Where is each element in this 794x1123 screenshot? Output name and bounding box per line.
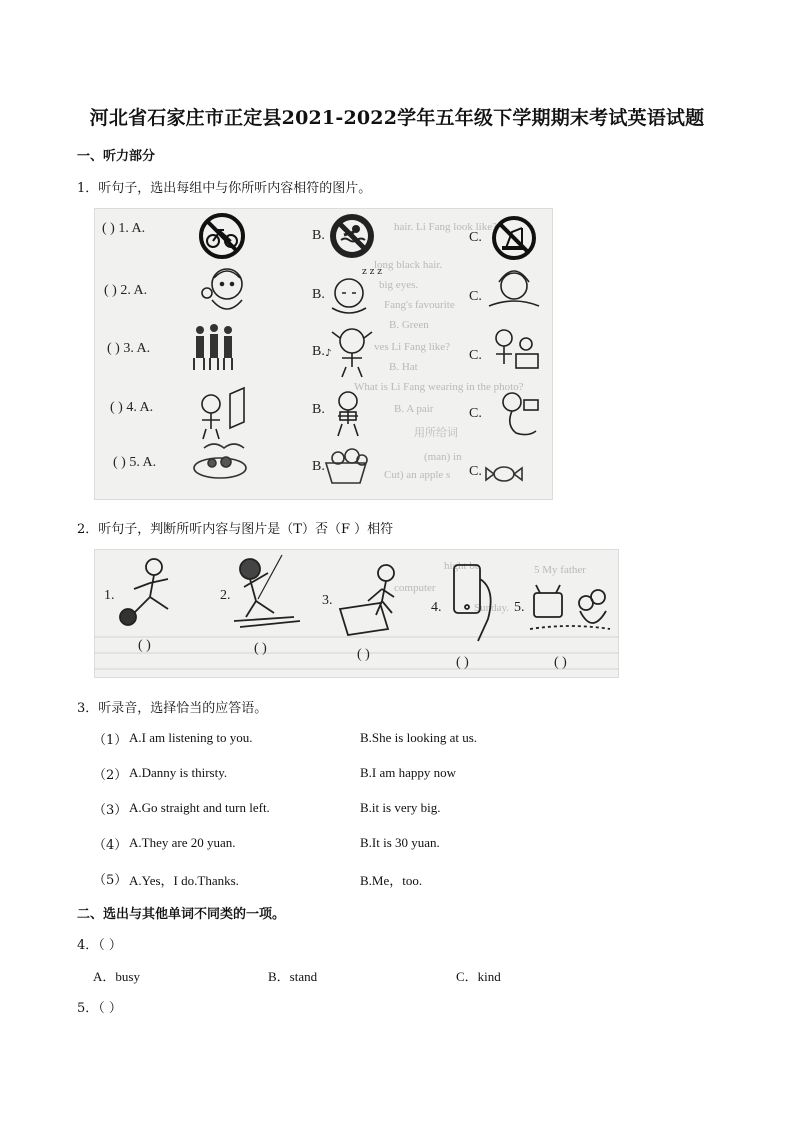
family-shopping-icon <box>496 330 538 368</box>
q1-row-4-b: B. <box>312 402 325 417</box>
q1-row-3-label: ( ) 3. A. <box>107 341 151 356</box>
boy-taking-photo-icon <box>503 393 538 435</box>
q1-row-2-c: C. <box>469 289 482 304</box>
q3-option-1-num: （1） <box>93 733 128 748</box>
section-heading-listening: 一、听力部分 <box>77 149 156 164</box>
svg-text:ves Li Fang like?: ves Li Fang like? <box>374 341 451 353</box>
svg-text:B. Green: B. Green <box>389 319 429 331</box>
q3-option-1-a: A.I am listening to you. <box>129 730 253 745</box>
q3-option-4-num: （4） <box>93 838 128 853</box>
girl-reading-icon <box>338 392 358 436</box>
girl-skiing-icon <box>234 555 300 627</box>
q2-item-2-num: 2. <box>220 588 231 603</box>
q3-option-3-num: （3） <box>93 803 128 818</box>
q2-item-5-paren: ( ) <box>554 655 567 670</box>
q3-option-2-b: B.I am happy now <box>360 765 457 780</box>
svg-text:Sunday.: Sunday. <box>474 602 510 614</box>
q3-option-1-b: B.She is looking at us. <box>360 730 478 745</box>
sleeping-baby-icon <box>332 267 382 313</box>
svg-text:Cut) an apple s: Cut) an apple s <box>384 469 451 481</box>
q1-row-1-label: ( ) 1. A. <box>102 221 146 236</box>
q3-option-2-a: A.Danny is thirsty. <box>129 765 228 780</box>
girls-dancing-icon <box>194 324 232 370</box>
boy-drawing-icon <box>202 388 244 439</box>
q4-option-a: A．busy <box>93 969 140 984</box>
q2-item-1-paren: ( ) <box>138 638 151 653</box>
q3-option-5-a: A.Yes，I do.Thanks. <box>129 873 239 888</box>
svg-text:What is Li Fang wearing in the: What is Li Fang wearing in the photo? <box>354 381 524 393</box>
question-5-label: 5．（ ） <box>77 1001 122 1016</box>
q1-row-4-label: ( ) 4. A. <box>110 400 154 415</box>
svg-text:long black hair.: long black hair. <box>374 259 443 271</box>
question-1-prompt: 1．听句子，选出每组中与你所听内容相符的图片。 <box>77 181 372 196</box>
svg-text:hair. Li Fang look like?: hair. Li Fang look like? <box>394 221 497 233</box>
q2-item-3-paren: ( ) <box>357 647 370 662</box>
q4-option-b: B．stand <box>268 969 318 984</box>
q1-row-5-b: B. <box>312 459 325 474</box>
question-3-prompt: 3．听录音，选择恰当的应答语。 <box>77 701 268 716</box>
q1-row-2-label: ( ) 2. A. <box>104 283 148 298</box>
q3-option-4-a: A.They are 20 yuan. <box>129 835 236 850</box>
food-plate-icon <box>194 444 246 478</box>
no-bicycle-icon <box>201 215 243 257</box>
svg-text:Fang's favourite: Fang's favourite <box>384 299 455 311</box>
question-2-prompt: 2．听句子，判断所听内容与图片是（T）否（F ）相符 <box>77 522 394 537</box>
candy-icon <box>486 467 522 481</box>
svg-text:z z z: z z z <box>362 267 382 277</box>
q3-option-2-num: （2） <box>93 768 128 783</box>
q3-option-4-b: B.It is 30 yuan. <box>360 835 440 850</box>
q1-row-5-label: ( ) 5. A. <box>113 455 157 470</box>
no-swimming-icon <box>330 214 374 258</box>
q1-row-4-c: C. <box>469 406 482 421</box>
q1-row-1-b: B. <box>312 228 325 243</box>
baby-with-toy-icon <box>202 269 242 309</box>
svg-text:B. A pair: B. A pair <box>394 403 434 415</box>
q2-item-4-paren: ( ) <box>456 655 469 670</box>
girl-drawing-icon <box>340 565 394 635</box>
q3-option-3-b: B.it is very big. <box>360 800 441 815</box>
q4-option-c: C．kind <box>456 969 501 984</box>
svg-text:big eyes.: big eyes. <box>379 279 419 291</box>
q2-item-5-num: 5. <box>514 600 525 615</box>
svg-text:(man) in: (man) in <box>424 451 462 463</box>
question-1-photo <box>94 208 553 500</box>
q1-row-3-c: C. <box>469 348 482 363</box>
q2-item-1-num: 1. <box>104 588 115 603</box>
no-fishing-icon <box>494 218 534 258</box>
q3-option-5-b: B.Me，too. <box>360 873 423 888</box>
q1-row-3-b: B. <box>312 344 325 359</box>
svg-text:B. Hat: B. Hat <box>389 361 418 373</box>
svg-text:computer: computer <box>394 582 436 594</box>
svg-text:5 My father: 5 My father <box>534 564 586 576</box>
q3-option-3-a: A.Go straight and turn left. <box>129 800 270 815</box>
section-heading-odd-one-out: 二、选出与其他单词不同类的一项。 <box>77 907 286 922</box>
girl-playing-football-icon <box>120 559 168 625</box>
family-watching-tv-icon <box>530 585 610 629</box>
q1-row-1-c: C. <box>469 230 482 245</box>
svg-text:♪: ♪ <box>325 348 332 359</box>
svg-text:用所给词: 用所给词 <box>414 427 458 439</box>
q2-item-4-num: 4. <box>431 600 442 615</box>
q1-row-5-c: C. <box>469 464 482 479</box>
q3-option-5-num: （5） <box>93 873 128 888</box>
page-title: 河北省石家庄市正定县2021-2022学年五年级下学期期末考试英语试题 <box>89 107 705 129</box>
question-4-label: 4．（ ） <box>77 938 122 953</box>
fruit-basket-icon <box>326 449 367 483</box>
q2-item-2-paren: ( ) <box>254 641 267 656</box>
svg-text:hight be: hight be <box>444 560 480 572</box>
q2-item-3-num: 3. <box>322 593 333 608</box>
question-2-photo <box>94 549 619 678</box>
crying-child-icon <box>489 271 539 306</box>
q1-row-2-b: B. <box>312 287 325 302</box>
girl-singing-icon <box>325 329 372 377</box>
